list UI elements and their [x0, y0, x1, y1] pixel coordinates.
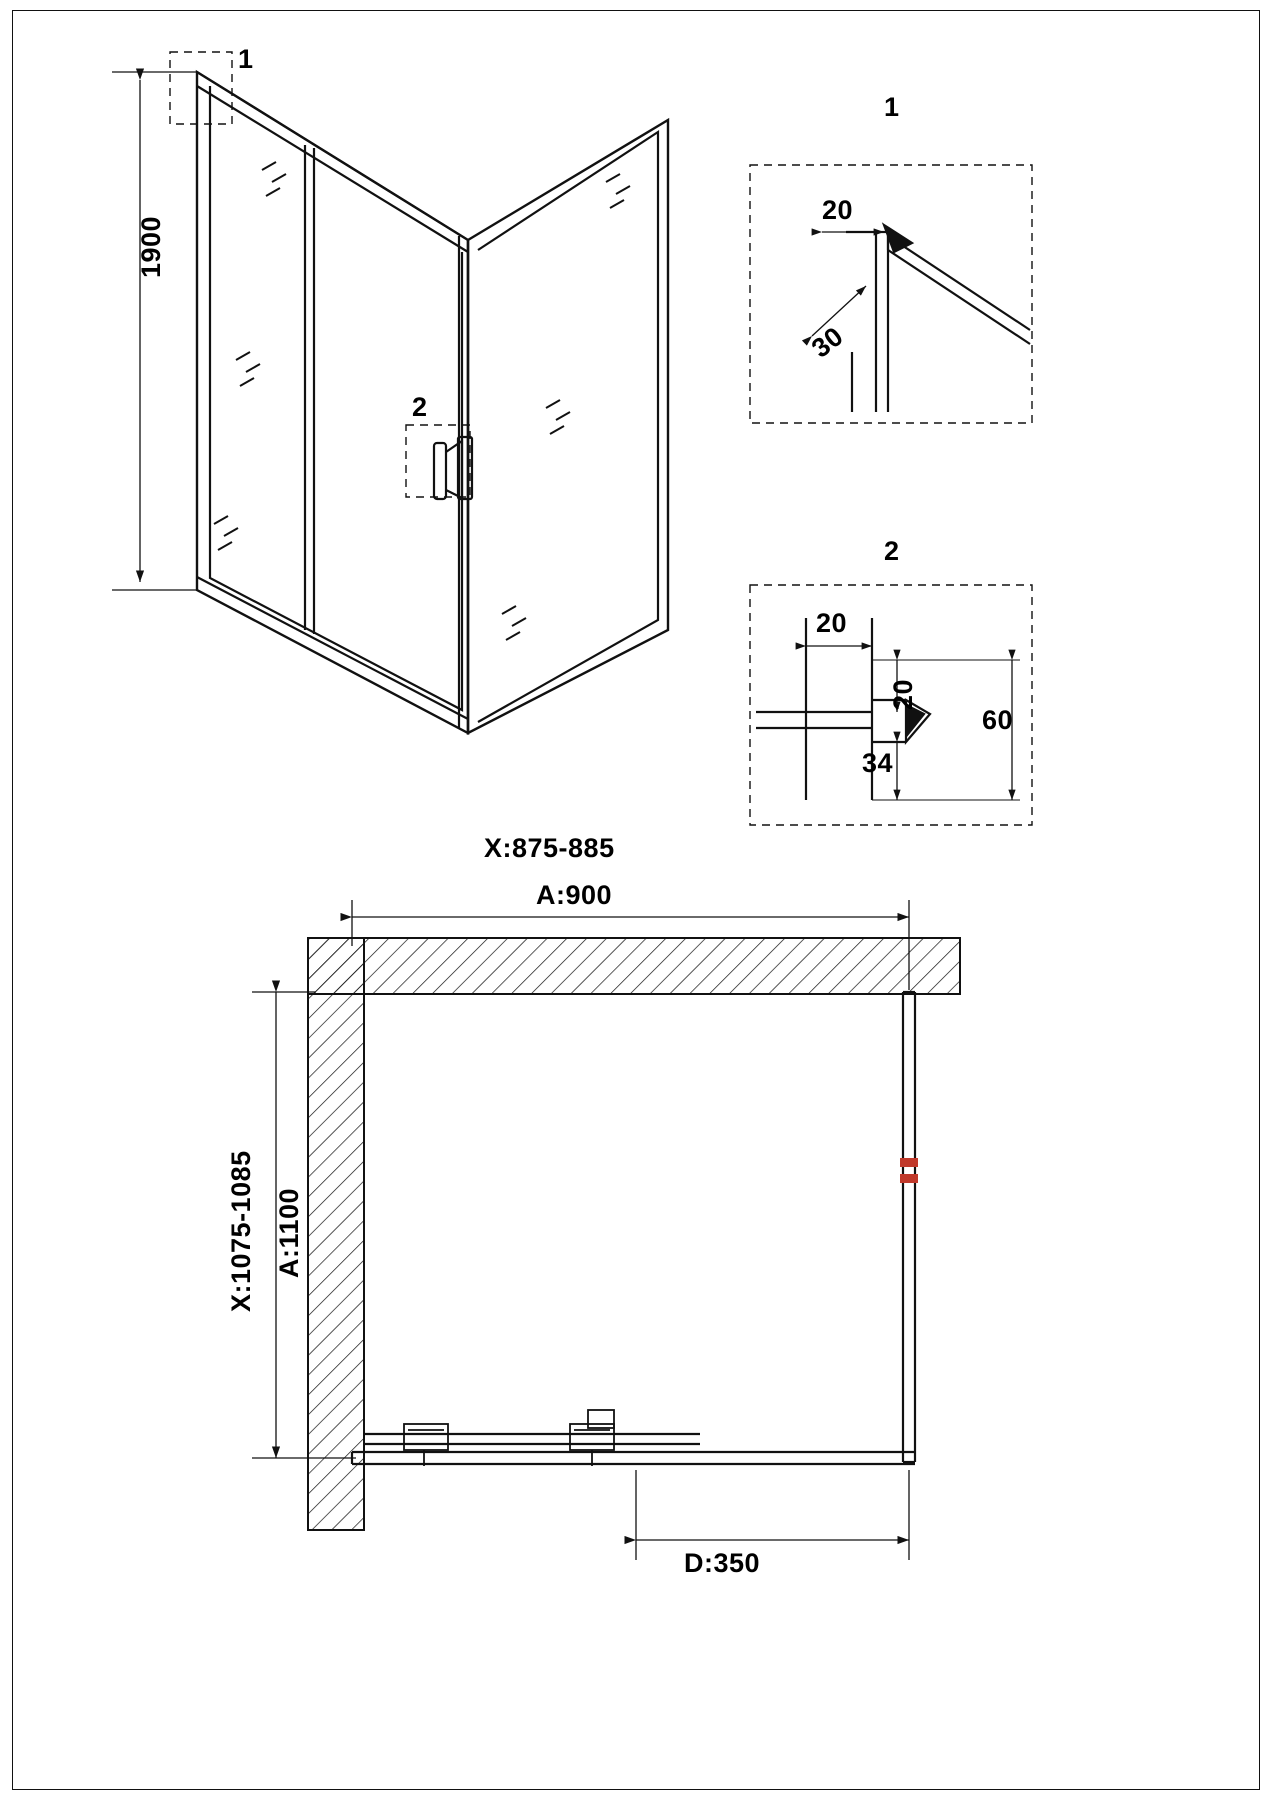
plan-top-nominal-label: A:900 — [536, 880, 613, 910]
plan-door-opening-label: D:350 — [684, 1548, 761, 1578]
detail-1-view — [750, 165, 1032, 423]
elevation-view — [197, 72, 668, 733]
detail-2-dim-width: 20 — [816, 608, 848, 638]
detail-1-dim-angle: 30 — [806, 320, 849, 364]
detail-2-dim-total: 60 — [982, 705, 1014, 735]
elevation-callout-1-label: 1 — [238, 44, 254, 74]
plan-view — [252, 900, 960, 1560]
dimension-height-1900 — [112, 72, 197, 590]
detail-2-title: 2 — [884, 536, 900, 566]
plan-top-range-label: X:875-885 — [484, 833, 615, 863]
dimension-height-label: 1900 — [136, 215, 166, 278]
elevation-callout-2-label: 2 — [412, 392, 428, 422]
plan-left-range-label: X:1075-1085 — [226, 1150, 256, 1312]
detail-1-dimensions — [812, 232, 884, 336]
detail-1-dim-top: 20 — [822, 195, 854, 225]
dimension-door-opening — [636, 1470, 909, 1560]
detail-2-dim-lower: 34 — [862, 748, 894, 778]
detail-2-dim-inner: 20 — [888, 678, 918, 710]
plan-left-nominal-label: A:1100 — [274, 1187, 304, 1278]
plan-hardware — [404, 1410, 614, 1466]
callout-box-2 — [406, 425, 470, 497]
detail-1-title: 1 — [884, 92, 900, 122]
